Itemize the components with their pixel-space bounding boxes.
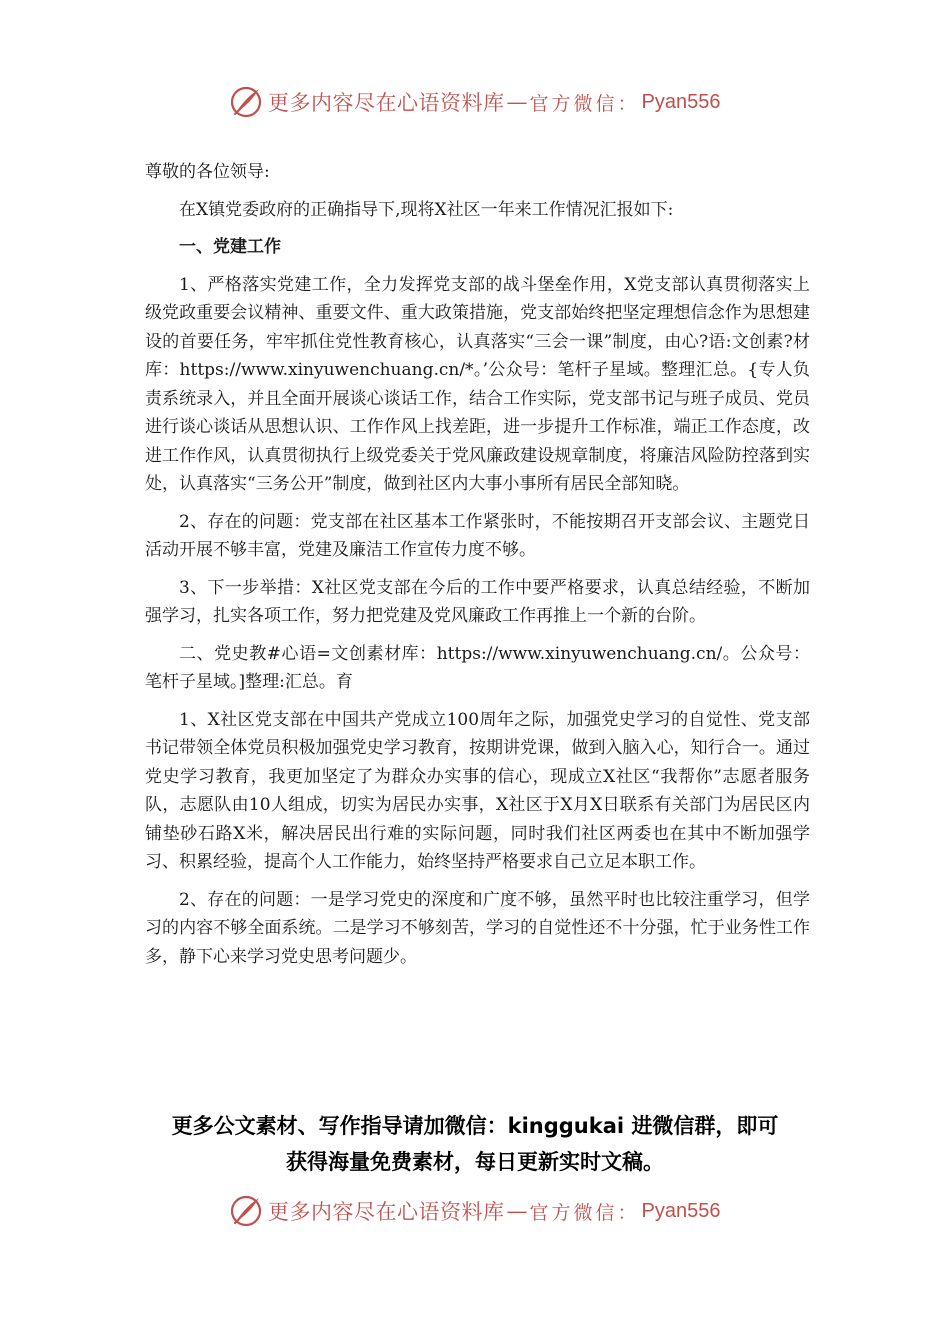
section1-paragraph-2: 2、存在的问题：党支部在社区基本工作紧张时，不能按期召开支部会议、主题党日活动开展不够丰富，党建及廉洁工作宣传力度不够。 <box>145 511 810 560</box>
footer-promo <box>120 1108 830 1180</box>
banner-wechat-id: Pyan556 <box>641 1199 721 1222</box>
header-banner <box>228 82 748 122</box>
section2-title: 二、党史教#心语=文创素材库：https://www.xinyuwenchuang.cn/。公众号：笔杆子星域。]整理:汇总。育 <box>145 643 810 692</box>
salutation: 尊敬的各位领导: <box>145 162 270 182</box>
footer-promo-line-2: 获得海量免费素材，每日更新实时文稿。 <box>286 1150 664 1174</box>
section2-paragraph-1: 1、X社区党支部在中国共产党成立100周年之际，加强党史学习的自觉性、党支部书记带领全体党员积极加强党史学习教育，按期讲党课，做到入脑入心，知行合一。通过党史学习教育，我更加坚定了为群众办实事的信心，现成立X社区“我帮你”志愿者服务队，志愿队由10人组成，切实为居民办实事，X社区于X月X日联系有关部门为居民区内铺垫砂石路X米，解决居民出行难的实际问题，同时我们社区两委也在其中不断加强学习、积累经验，提高个人工作能力，始终坚持严格要求自己立足本职工作。 <box>145 709 810 872</box>
banner-separator: — <box>506 90 528 114</box>
banner-separator: — <box>506 1199 528 1223</box>
section2-paragraph-2: 2、存在的问题：一是学习党史的深度和广度不够，虽然平时也比较注重学习，但学习的内容不够全面系统。二是学习不够刻苦，学习的自觉性还不十分强，忙于业务性工作多，静下心来学习党史思考问题少。 <box>145 889 810 967</box>
section1-paragraph-3: 3、下一步举措：X社区党支部在今后的工作中要严格要求，认真总结经验，不断加强学习，扎实各项工作，努力把党建及党风廉政工作再推上一个新的台阶。 <box>145 577 810 626</box>
banner-site-text: 更多内容尽在心语资料库 <box>268 91 505 115</box>
document-body <box>145 158 810 980</box>
footer-banner <box>228 1191 748 1231</box>
banner-wechat-id: Pyan556 <box>641 90 721 113</box>
footer-promo-line-1: 更多公文素材、写作指导请加微信：kinggukai 进微信群，即可 <box>171 1114 779 1138</box>
quill-logo-icon <box>228 84 264 120</box>
banner-wechat-label: 官方微信： <box>529 92 640 115</box>
intro-paragraph: 在X镇党委政府的正确指导下,现将X社区一年来工作情况汇报如下: <box>179 199 674 220</box>
quill-logo-icon <box>228 1193 264 1229</box>
banner-site-text: 更多内容尽在心语资料库 <box>268 1200 505 1224</box>
banner-wechat-label: 官方微信： <box>529 1201 640 1224</box>
section1-paragraph-1: 1、严格落实党建工作，全力发挥党支部的战斗堡垒作用，X党支部认真贯彻落实上级党政重要会议精神、重要文件、重大政策措施，党支部始终把坚定理想信念作为思想建设的首要任务，牢牢抓住党性教育核心，认真落实“三会一课”制度，由心?语:文创素?材库：https://www.xinyuwenchuang.cn/*。’公众号：笔杆子星域。整理汇总。{专人负责系统录入，并且全面开展谈心谈话工作，结合工作实际，党支部书记与班子成员、党员进行谈心谈话从思想认识、工作作风上找差距，进一步提升工作标准，端正工作态度，改进工作作风，认真贯彻执行上级党委关于党风廉政建设规章制度，将廉洁风险防控落到实处，认真落实“三务公开”制度，做到社区内大事小事所有居民全部知晓。 <box>145 274 810 494</box>
section1-title: 一、党建工作 <box>179 237 281 257</box>
